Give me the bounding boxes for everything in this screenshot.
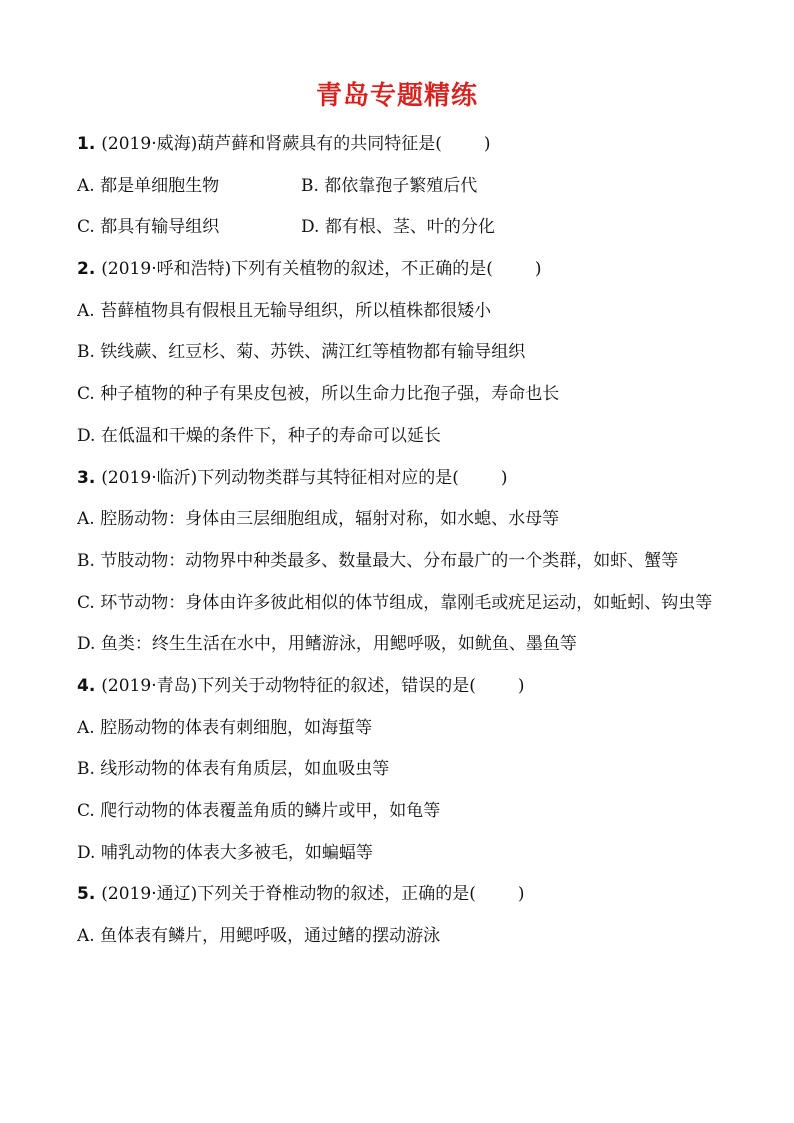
answer-blank-close: ) bbox=[517, 884, 525, 905]
answer-blank-close: ) bbox=[517, 675, 525, 696]
question-text: (2019·青岛)下列关于动物特征的叙述，错误的是( bbox=[101, 675, 476, 696]
question-text: (2019·呼和浩特)下列有关植物的叙述，不正确的是( bbox=[101, 259, 493, 280]
question-1-stem bbox=[77, 124, 727, 166]
option-d: D. 在低温和干燥的条件下，种子的寿命可以延长 bbox=[77, 425, 441, 446]
option-c: C. 环节动物：身体由许多彼此相似的体节组成，靠刚毛或疣足运动，如蚯蚓、钩虫等 bbox=[77, 592, 713, 613]
option-a: A. 苔藓植物具有假根且无输导组织，所以植株都很矮小 bbox=[77, 300, 492, 321]
option-c: C. 种子植物的种子有果皮包被，所以生命力比孢子强，寿命也长 bbox=[77, 384, 560, 405]
question-text: (2019·临沂)下列动物类群与其特征相对应的是( bbox=[101, 467, 459, 488]
question-text: (2019·通辽)下列关于脊椎动物的叙述，正确的是( bbox=[101, 884, 476, 905]
answer-blank-close: ) bbox=[534, 259, 542, 280]
question-number: 1. bbox=[77, 134, 96, 154]
question-number: 2. bbox=[77, 259, 96, 280]
option-b: B. 铁线蕨、红豆杉、菊、苏铁、满江红等植物都有输导组织 bbox=[77, 342, 526, 363]
option-d: D. 鱼类：终生生活在水中，用鳍游泳，用鳃呼吸，如鱿鱼、墨鱼等 bbox=[77, 634, 577, 655]
question-1-options-row-1 bbox=[77, 166, 727, 208]
page-title: 青岛专题精练 bbox=[315, 81, 478, 111]
option-b: B. 节肢动物：动物界中种类最多、数量最大、分布最广的一个类群，如虾、蟹等 bbox=[77, 550, 679, 571]
question-5-stem bbox=[77, 874, 727, 916]
question-number: 4. bbox=[77, 675, 96, 696]
question-1-options-row-2 bbox=[77, 207, 727, 249]
answer-blank-close: ) bbox=[500, 467, 508, 488]
question-2-stem bbox=[77, 249, 727, 291]
option-c: C. 都具有输导组织 bbox=[77, 217, 220, 238]
answer-blank-close: ) bbox=[483, 134, 491, 154]
option-b: B. 线形动物的体表有角质层，如血吸虫等 bbox=[77, 759, 390, 780]
question-3-stem bbox=[77, 458, 727, 500]
question-4-stem bbox=[77, 666, 727, 708]
question-number: 3. bbox=[77, 467, 96, 488]
option-d: D. 哺乳动物的体表大多被毛，如蝙蝠等 bbox=[77, 842, 373, 863]
question-text: (2019·威海)葫芦藓和肾蕨具有的共同特征是( bbox=[101, 134, 442, 154]
option-a: A. 腔肠动物的体表有刺细胞，如海蜇等 bbox=[77, 717, 373, 738]
option-a: A. 鱼体表有鳞片，用鳃呼吸，通过鳍的摆动游泳 bbox=[77, 926, 441, 947]
option-d: D. 都有根、茎、叶的分化 bbox=[301, 217, 495, 238]
option-a: A. 腔肠动物：身体由三层细胞组成，辐射对称，如水螅、水母等 bbox=[77, 509, 560, 530]
question-list bbox=[77, 124, 727, 958]
option-a: A. 都是单细胞生物 bbox=[77, 175, 220, 196]
option-c: C. 爬行动物的体表覆盖角质的鳞片或甲，如龟等 bbox=[77, 801, 441, 822]
option-b: B. 都依靠孢子繁殖后代 bbox=[301, 175, 478, 196]
question-number: 5. bbox=[77, 884, 96, 905]
